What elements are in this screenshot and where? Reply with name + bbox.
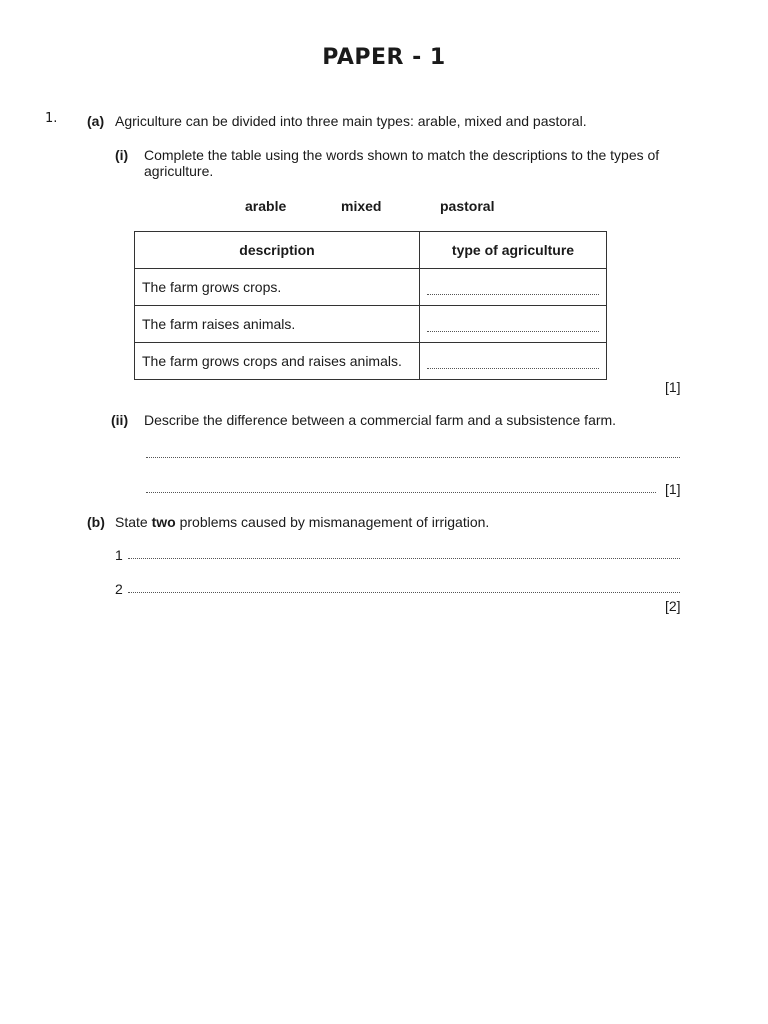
header-description: description [135, 232, 420, 269]
row-description: The farm raises animals. [135, 306, 420, 343]
table-row [135, 269, 607, 306]
part-b-text-before: State [115, 514, 152, 530]
part-b-text-bold: two [151, 514, 176, 530]
table-header-row [135, 232, 607, 269]
part-a-label: (a) [87, 113, 105, 129]
line-number-2: 2 [115, 581, 123, 597]
answer-line[interactable] [128, 558, 680, 559]
page-title: PAPER - 1 [322, 45, 446, 70]
table-row [135, 343, 607, 380]
marks-part-b: [2] [665, 598, 681, 614]
sub-i-label: (i) [115, 147, 129, 163]
sub-i-text-line2: agriculture. [144, 163, 214, 179]
header-type-of-agriculture: type of agriculture [420, 232, 607, 269]
answer-blank[interactable] [420, 343, 607, 380]
part-b-label: (b) [87, 514, 105, 530]
word-pastoral: pastoral [440, 198, 495, 214]
word-mixed: mixed [341, 198, 382, 214]
part-a-text: Agriculture can be divided into three main types: arable, mixed and pastoral. [115, 113, 587, 129]
answer-blank[interactable] [420, 306, 607, 343]
answer-line[interactable] [146, 457, 680, 458]
question-number: 1. [45, 111, 58, 126]
part-b-text [115, 514, 489, 530]
table-row [135, 306, 607, 343]
word-arable: arable [245, 198, 287, 214]
answer-line[interactable] [128, 592, 680, 593]
answer-blank[interactable] [420, 269, 607, 306]
sub-ii-label: (ii) [111, 412, 129, 428]
answer-line[interactable] [146, 492, 656, 493]
sub-ii-text: Describe the difference between a commercial farm and a subsistence farm. [144, 412, 617, 428]
sub-i-text-line1: Complete the table using the words shown to match the descriptions to the types of [144, 147, 660, 163]
marks-sub-ii: [1] [665, 481, 681, 497]
part-b-text-after: problems caused by mismanagement of irrigation. [175, 514, 490, 530]
row-description: The farm grows crops. [135, 269, 420, 306]
row-description: The farm grows crops and raises animals. [135, 343, 420, 380]
answer-table [134, 231, 607, 380]
marks-sub-i: [1] [665, 379, 681, 395]
line-number-1: 1 [115, 547, 123, 563]
